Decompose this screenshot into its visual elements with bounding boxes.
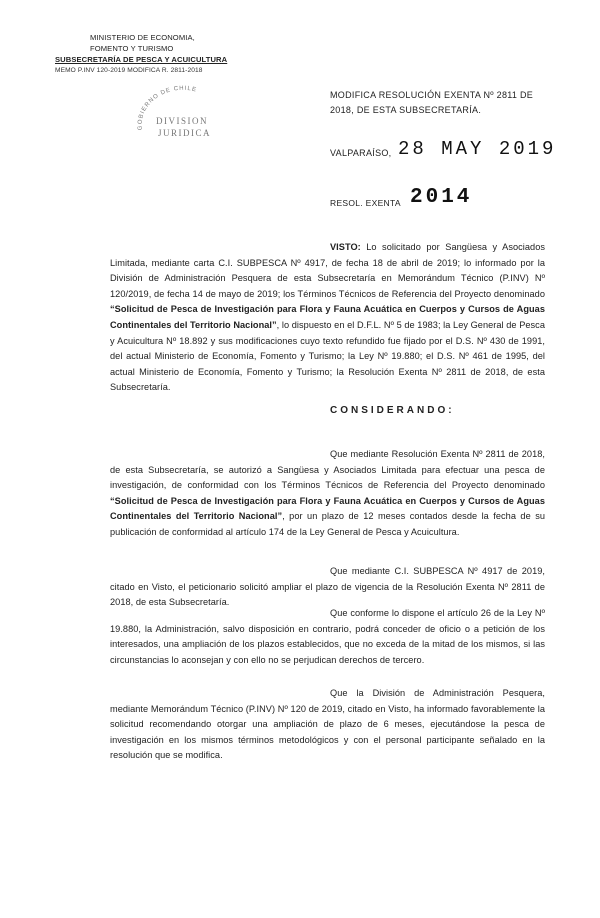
stamp-line-1: DIVISION — [156, 116, 208, 126]
place-label: VALPARAÍSO, — [330, 148, 392, 158]
letterhead-memo-reference: MEMO P.INV 120-2019 MODIFICA R. 2811-2018 — [55, 67, 203, 74]
letterhead-ministry: MINISTERIO DE ECONOMIA, — [90, 33, 195, 42]
date-stamp: 28 MAY 2019 — [398, 138, 557, 160]
letterhead-ministry-2: FOMENTO Y TURISMO — [90, 44, 174, 53]
visto-paragraph — [110, 240, 545, 396]
letterhead-subsecretaria: SUBSECRETARÍA DE PESCA Y ACUICULTURA — [55, 55, 228, 64]
considerando-heading: CONSIDERANDO: — [330, 405, 455, 416]
visto-text-b: , lo dispuesto en el D.F.L. Nº 5 de 1983; la Ley General de Pesca y Acuicultura Nº 18.892 y sus modificaciones cuyo texto refundido fue fijado por el D.S. Nº 430 de 1991, del actual Ministerio de Economía, Fomento y Turismo; la Ley Nº 19.880; el D.S. Nº 461 de 1995, del actual Ministerio de Economía, Fomento y Turismo; la Resolución Exenta Nº 2811 de 2018, de esta Subsecretaría. — [110, 319, 545, 393]
stamp-line-2: JURIDICA — [158, 128, 212, 138]
considerando-3-text: Que conforme lo dispone el artículo 26 de la Ley Nº 19.880, la Administración, salvo disposición en contrario, podrá conceder de oficio o a petición de los interesados, una ampliación de los plazos establecidos, que no exceda de la mitad de los mismos, si las circunstancias lo aconsejan y con ello no se perjudican derechos de tercero. — [110, 608, 545, 665]
visto-label: VISTO: — [330, 242, 361, 252]
considerando-paragraph-2 — [110, 564, 545, 611]
considerando-1-text-a: Que mediante Resolución Exenta Nº 2811 de 2018, de esta Subsecretaría, se autorizó a Sangüesa y Asociados Limitada para efectuar una pesca de investigación, de conformidad con los Términos Técnicos de Referencia del Proyecto denominado — [110, 449, 545, 491]
considerando-1-text-b: , por un plazo de 12 meses contados desde la fecha de su publicación de conformidad al artículo 174 de la Ley General de Pesca y Acuicultura. — [110, 511, 545, 537]
visto-text-a: Lo solicitado por Sangüesa y Asociados Limitada, mediante carta C.I. SUBPESCA Nº 4917, de fecha 18 de abril de 2019; lo informado por la División de Administración Pesquera de esta Subsecretaría en Memorándum Técnico (P.INV) Nº 120/2019, de fecha 14 de mayo de 2019; los Términos Técnicos de Referencia del Proyecto denominado — [110, 242, 545, 299]
letterhead — [35, 32, 265, 76]
division-juridica-stamp — [128, 80, 238, 150]
considerando-paragraph-3 — [110, 606, 545, 668]
visto-project-name: “Solicitud de Pesca de Investigación para Flora y Fauna Acuática en Cuerpos y Cursos de Aguas Continentales del Territorio Nacional” — [110, 304, 545, 330]
considerando-1-project-name: “Solicitud de Pesca de Investigación para Flora y Fauna Acuática en Cuerpos y Cursos de Aguas Continentales del Territorio Nacional” — [110, 495, 545, 522]
stamp-top-text: GOBIERNO DE CHILE — [137, 85, 198, 131]
considerando-2-text: Que mediante C.I. SUBPESCA Nº 4917 de 2019, citado en Visto, el peticionario solicitó ampliar el plazo de vigencia de la Resolución Exenta Nº 2811 de 2018, de esta Subsecretaría. — [110, 566, 545, 608]
resolution-label: RESOL. EXENTA — [330, 198, 401, 208]
considerando-paragraph-1 — [110, 447, 545, 541]
resolution-number: 2014 — [410, 186, 473, 209]
resolution-subject: MODIFICA RESOLUCIÓN EXENTA Nº 2811 DE 2018, DE ESTA SUBSECRETARÍA. — [330, 90, 534, 115]
considerando-paragraph-4 — [110, 686, 545, 764]
considerando-4-text: Que la División de Administración Pesquera, mediante Memorándum Técnico (P.INV) Nº 120 de 2019, citado en Visto, ha informado favorablemente la solicitud recomendando otorgar una ampliación de plazo de 6 meses, ejecutándose la pesca de investigación en los mismos términos metodológicos y con el personal participante señalado en la resolución que se modifica. — [110, 688, 545, 761]
